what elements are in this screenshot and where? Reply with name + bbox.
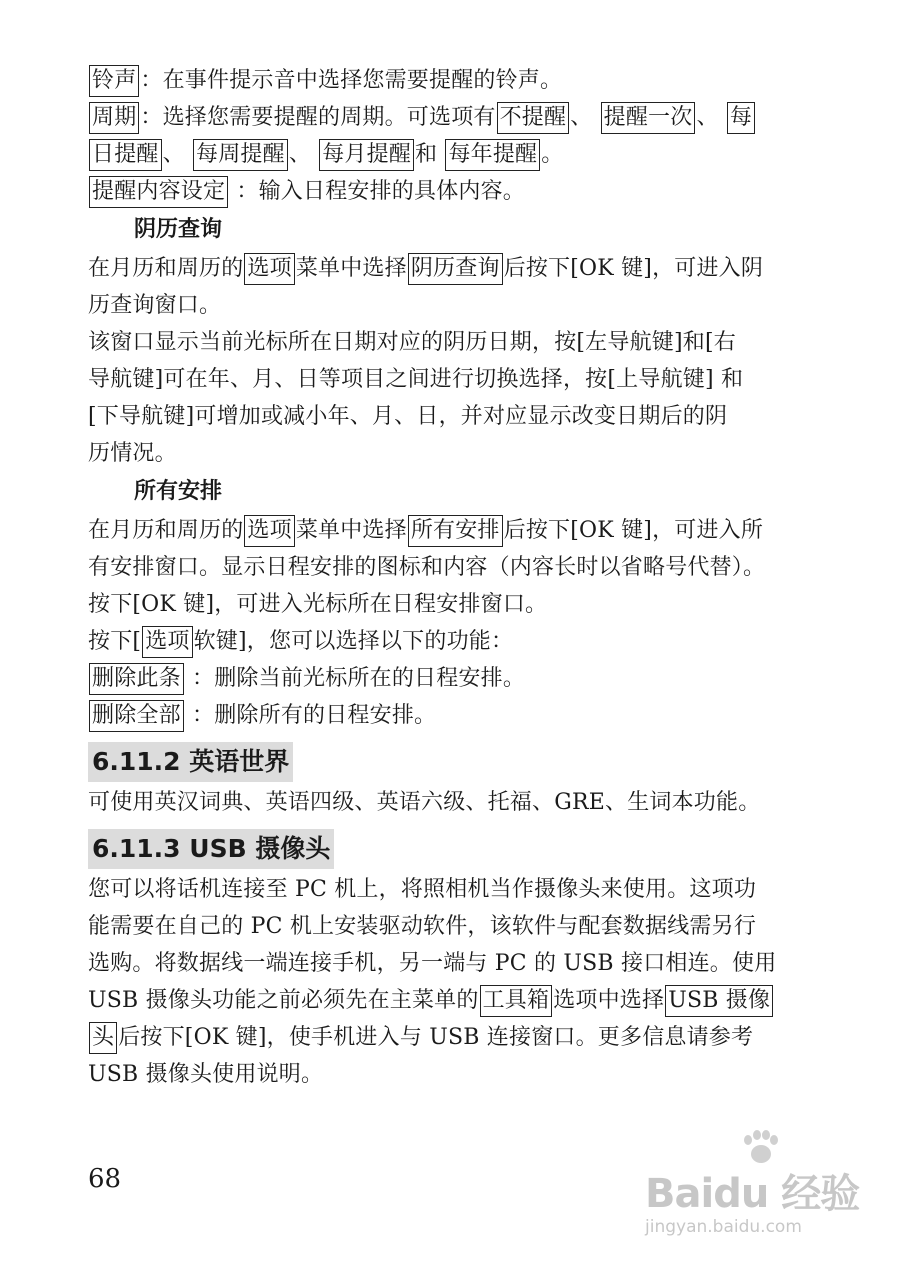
paragraph bbox=[88, 1019, 788, 1056]
term-box: 每月提醒 bbox=[319, 139, 414, 171]
term-box: 阴历查询 bbox=[408, 253, 503, 285]
paragraph: 历情况。 bbox=[88, 441, 177, 466]
paragraph bbox=[88, 99, 788, 136]
text: 在月历和周历的 bbox=[88, 518, 244, 543]
term-box: USB 摄像 bbox=[665, 985, 773, 1017]
paragraph: [下导航键]可增加或减小年、月、日，并对应显示改变日期后的阴 bbox=[88, 404, 728, 429]
term-box: 提醒内容设定 bbox=[89, 176, 228, 208]
term-box: 不提醒 bbox=[497, 102, 570, 134]
text: USB 摄像头功能之前必须先在主菜单的 bbox=[88, 988, 479, 1013]
paragraph: USB 摄像头使用说明。 bbox=[88, 1062, 324, 1087]
watermark-logo: Baidu 经验 bbox=[645, 1171, 860, 1217]
watermark bbox=[645, 1140, 865, 1250]
text: 后按下[OK 键]，使手机进入与 USB 连接窗口。更多信息请参考 bbox=[118, 1025, 754, 1050]
text: 菜单中选择 bbox=[295, 518, 407, 543]
term-box: 每年提醒 bbox=[445, 139, 540, 171]
text: 软键]，您可以选择以下的功能： bbox=[193, 629, 514, 654]
paragraph: 导航键]可在年、月、日等项目之间进行切换选择，按[上导航键] 和 bbox=[88, 367, 744, 392]
paragraph: 您可以将话机连接至 PC 机上，将照相机当作摄像头来使用。这项功 bbox=[88, 877, 757, 902]
document-body bbox=[88, 62, 788, 1093]
text: 后按下[OK 键]，可进入阴 bbox=[503, 256, 764, 281]
paragraph bbox=[88, 512, 788, 549]
text: 和 bbox=[415, 142, 438, 167]
term-box: 选项 bbox=[244, 515, 294, 547]
text: ：在事件提示音中选择您需要提醒的铃声。 bbox=[140, 68, 563, 93]
subheading: 所有安排 bbox=[134, 479, 223, 504]
paragraph bbox=[88, 697, 788, 734]
term-box: 选项 bbox=[244, 253, 294, 285]
text: 按下[ bbox=[88, 629, 142, 654]
term-box: 日提醒 bbox=[89, 139, 162, 171]
text: 、 bbox=[570, 105, 593, 130]
term-box: 删除此条 bbox=[89, 663, 184, 695]
paragraph bbox=[88, 250, 788, 287]
text: 。 bbox=[541, 142, 564, 167]
paragraph bbox=[88, 982, 788, 1019]
section-heading: 6.11.2 英语世界 bbox=[88, 742, 293, 782]
watermark-url: jingyan.baidu.com bbox=[645, 1217, 802, 1237]
term-box: 周期 bbox=[89, 102, 139, 134]
text: 菜单中选择 bbox=[295, 256, 407, 281]
paragraph bbox=[88, 660, 788, 697]
paragraph bbox=[88, 62, 788, 99]
term-box: 每 bbox=[727, 102, 755, 134]
term-box: 铃声 bbox=[89, 65, 139, 97]
paragraph bbox=[88, 173, 788, 210]
term-box: 每周提醒 bbox=[193, 139, 288, 171]
term-box: 工具箱 bbox=[480, 985, 553, 1017]
term-box: 所有安排 bbox=[408, 515, 503, 547]
text: 后按下[OK 键]，可进入所 bbox=[503, 518, 764, 543]
text: 在月历和周历的 bbox=[88, 256, 244, 281]
text: ：删除当前光标所在的日程安排。 bbox=[192, 666, 526, 691]
term-box: 头 bbox=[89, 1022, 117, 1054]
paragraph bbox=[88, 623, 788, 660]
paragraph bbox=[88, 136, 788, 173]
term-box: 选项 bbox=[142, 626, 192, 658]
section-heading: 6.11.3 USB 摄像头 bbox=[88, 829, 334, 869]
paw-icon bbox=[740, 1130, 780, 1166]
text: 、 bbox=[288, 142, 312, 167]
paragraph: 历查询窗口。 bbox=[88, 293, 222, 318]
text: 、 bbox=[162, 142, 185, 167]
term-box: 提醒一次 bbox=[601, 102, 696, 134]
text: ：输入日程安排的具体内容。 bbox=[236, 179, 526, 204]
paragraph: 能需要在自己的 PC 机上安装驱动软件，该软件与配套数据线需另行 bbox=[88, 914, 757, 939]
paragraph: 可使用英汉词典、英语四级、英语六级、托福、GRE、生词本功能。 bbox=[88, 790, 761, 815]
paragraph: 按下[OK 键]，可进入光标所在日程安排窗口。 bbox=[88, 592, 548, 617]
subheading: 阴历查询 bbox=[134, 217, 223, 242]
term-box: 删除全部 bbox=[89, 700, 184, 732]
paragraph: 该窗口显示当前光标所在日期对应的阴历日期，按[左导航键]和[右 bbox=[88, 330, 736, 355]
paragraph: 选购。将数据线一端连接手机，另一端与 PC 的 USB 接口相连。使用 bbox=[88, 951, 777, 976]
text: ：选择您需要提醒的周期。可选项有 bbox=[140, 105, 496, 130]
page-number: 68 bbox=[88, 1164, 122, 1194]
paragraph: 有安排窗口。显示日程安排的图标和内容（内容长时以省略号代替）。 bbox=[88, 555, 766, 580]
text: 、 bbox=[696, 105, 719, 130]
text: 选项中选择 bbox=[553, 988, 665, 1013]
text: ：删除所有的日程安排。 bbox=[192, 703, 437, 728]
